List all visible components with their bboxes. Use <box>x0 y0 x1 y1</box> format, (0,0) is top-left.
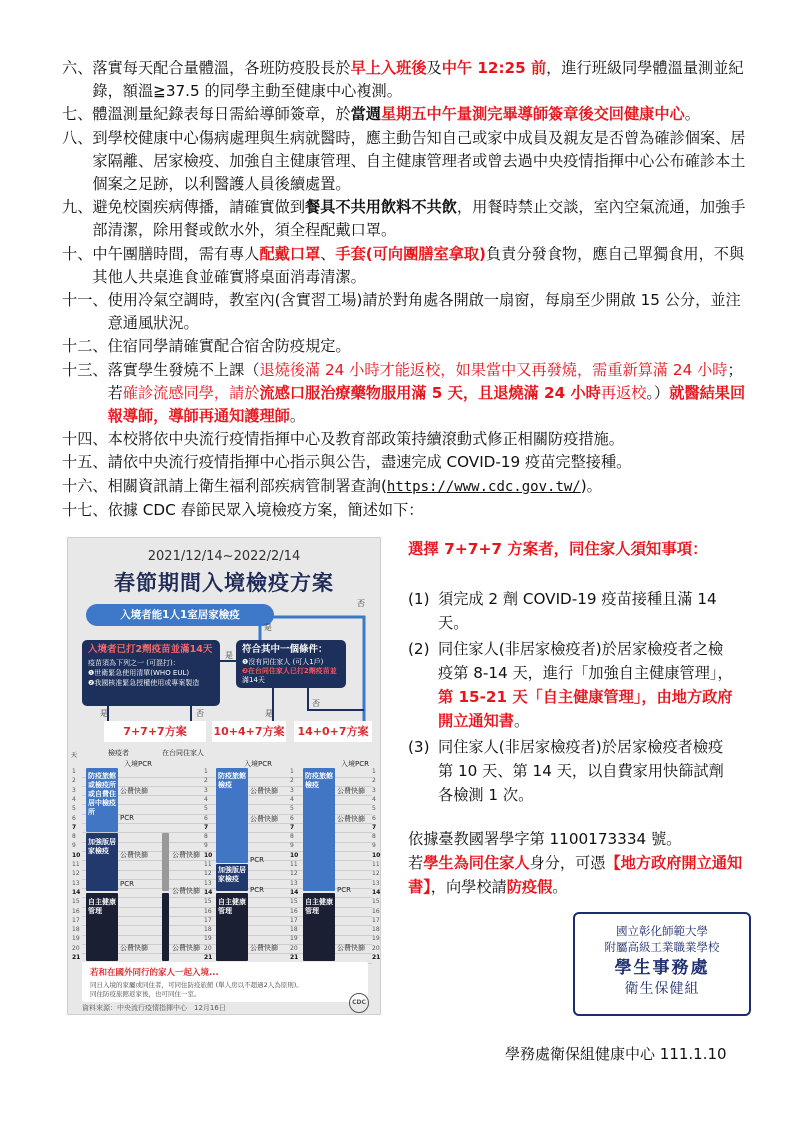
day-number: 7 <box>290 823 295 831</box>
text-run: ；若 <box>107 360 743 402</box>
rule-number: 十二、 <box>62 337 108 356</box>
rapid-test: 公費快篩 <box>120 944 148 952</box>
rule-item <box>62 428 752 451</box>
day-number: 2 <box>372 777 376 785</box>
notice-item <box>408 587 738 635</box>
infographic-title: 春節期間入境檢疫方案 <box>114 571 334 595</box>
text-run: 相關資訊請上衛生福利部疾病管制署查詢( <box>107 476 387 495</box>
rule-text <box>108 451 752 474</box>
enhanced-label: 加強版居家檢疫 <box>218 866 246 883</box>
day-number: 20 <box>290 944 298 952</box>
day-number: 20 <box>372 944 380 952</box>
day-number: 9 <box>204 842 208 850</box>
rapid-test: 公費快篩 <box>337 944 365 952</box>
day-number: 15 <box>204 898 212 906</box>
day-number: 6 <box>72 814 76 822</box>
text-run: 住宿同學請確實配合宿舍防疫規定。 <box>107 337 351 356</box>
rule-item <box>62 475 752 499</box>
notice-item <box>408 735 738 807</box>
rapid-test: 公費快篩 <box>250 787 278 795</box>
rules-list <box>62 57 752 522</box>
entry-pcr: 入境PCR <box>244 760 272 768</box>
hotel-label: 防疫旅館檢疫 <box>218 772 246 789</box>
day-number: 7 <box>72 823 77 831</box>
day-header: 天 <box>71 752 78 759</box>
day-number: 10 <box>372 851 381 859</box>
rule-item <box>62 289 752 335</box>
rapid-test: 公費快篩 <box>120 787 148 795</box>
text-run: 學生為同住家人 <box>423 854 530 872</box>
rapid-test: 公費快篩 <box>172 944 200 952</box>
day-number: 4 <box>204 795 208 803</box>
day-number: 20 <box>204 944 212 952</box>
day-number: 21 <box>290 954 299 961</box>
text-run: 同住家人(非居家檢疫者)於居家檢疫者之檢疫第 8-14 天，進行「加強自主健康管理」， <box>438 640 733 682</box>
day-number: 2 <box>72 777 76 785</box>
text-run: 中午團膳時間，需有專人 <box>92 244 260 263</box>
day-number: 21 <box>204 954 213 961</box>
text-run: 若 <box>408 854 424 872</box>
hotel-label: 防疫旅館檢疫 <box>305 772 333 789</box>
day-number: 12 <box>204 870 212 878</box>
day-number: 19 <box>72 935 80 943</box>
day-number: 7 <box>372 823 377 831</box>
vaccine-box-line: 疫苗須為下列之一 (可混打)： <box>88 659 180 667</box>
text-run: 、 <box>320 244 336 263</box>
notice-number: (2) <box>408 640 430 658</box>
rule-number: 十四、 <box>62 430 108 449</box>
rule-item <box>62 243 752 289</box>
rapid-test: 公費快篩 <box>337 815 365 823</box>
rule-text <box>108 475 752 499</box>
day-number: 16 <box>72 907 80 915</box>
day-number: 19 <box>290 935 298 943</box>
day-number: 21 <box>372 954 381 961</box>
text-run: 本校將依中央流行疫情指揮中心及教育部政策持續滾動式修正相關防疫措施。 <box>107 430 624 449</box>
text-run: 確診流感同學，請於 <box>122 383 260 402</box>
footer-signature: 學務處衛保組健康中心 111.1.10 <box>505 1045 727 1063</box>
note-line: 同住防疫旅館返家後，也可同住一室。 <box>90 990 201 998</box>
day-number: 5 <box>72 805 76 813</box>
self-label: 自主健康管理 <box>218 898 246 915</box>
pcr-test: PCR <box>120 880 134 888</box>
rule-number: 十、 <box>62 244 93 263</box>
notice-item <box>408 637 738 733</box>
rule-number: 六、 <box>62 59 93 77</box>
rule-item <box>62 499 752 522</box>
text-run: 第 15-21 天「自主健康管理」，由地方政府開立通知書 <box>438 688 733 730</box>
text-run: 。 <box>552 878 568 896</box>
text-run: )。 <box>580 476 602 495</box>
text-run: 。 <box>513 712 530 730</box>
no-label: 否 <box>312 699 320 708</box>
rapid-test: 公費快篩 <box>337 787 365 795</box>
day-number: 15 <box>372 898 380 906</box>
family-box-line: ❷在台同住家人已打2劑疫苗並 <box>242 667 337 675</box>
family-notice <box>408 538 748 896</box>
text-run: 須完成 2 劑 COVID-19 疫苗接種且滿 14 天。 <box>438 590 717 632</box>
day-number: 11 <box>204 861 212 868</box>
day-number: 17 <box>290 916 298 924</box>
family-col-header: 在台同住家人 <box>162 749 204 757</box>
pcr-test: PCR <box>250 856 264 864</box>
rule-text <box>108 289 752 335</box>
day-number: 13 <box>204 879 212 887</box>
top-condition-box: 入境者能1人1室居家檢疫 <box>86 604 274 626</box>
entry-pcr: 入境PCR <box>124 760 152 768</box>
text-run: 及 <box>426 59 442 77</box>
day-number: 11 <box>372 861 380 868</box>
rule-text <box>108 335 752 358</box>
day-number: 3 <box>204 786 208 794</box>
rule-text <box>108 428 752 451</box>
day-number: 3 <box>72 786 76 794</box>
day-number: 5 <box>372 805 376 813</box>
day-number: 17 <box>204 916 212 924</box>
stamp-office: 學生事務處 <box>614 958 710 978</box>
self-label: 自主健康管理 <box>305 898 333 915</box>
day-number: 20 <box>72 944 80 952</box>
day-number: 15 <box>290 898 298 906</box>
note-line: 同日入境的家屬或同住者，可同住防疫旅館 (單人房以不超過2人為原則)。 <box>90 981 303 989</box>
day-number: 17 <box>72 916 80 924</box>
day-number: 18 <box>290 926 298 934</box>
day-number: 4 <box>72 795 76 803</box>
text-run: 餐具不共用飲料不共飲 <box>305 198 457 217</box>
day-number: 9 <box>290 842 294 850</box>
rapid-test: 公費快篩 <box>250 815 278 823</box>
rule-item <box>62 335 752 358</box>
cdc-logo: CDC <box>349 993 369 1013</box>
rule-text <box>92 243 752 289</box>
rapid-test: 公費快篩 <box>172 851 200 859</box>
rule-number: 九、 <box>62 198 93 217</box>
rule-number: 十三、 <box>62 360 108 379</box>
rule-text <box>108 499 752 522</box>
text-run: 同住家人(非居家檢疫者)於居家檢疫者檢疫第 10 天、第 14 天，以自費家用快篩試劑各檢測 1 次。 <box>438 738 724 804</box>
text-run: ，用餐時禁止交談，室內空氣流通，加強手部清潔，除用餐或飲水外，須全程配戴口罩。 <box>92 198 746 240</box>
text-run: 身分，可憑 <box>529 854 606 872</box>
day-number: 13 <box>290 879 298 887</box>
day-number: 10 <box>290 851 299 859</box>
day-number: 1 <box>372 768 376 775</box>
day-number: 13 <box>372 879 380 887</box>
family-travel-note <box>82 962 368 1002</box>
entry-pcr: 入境PCR <box>341 760 369 768</box>
notice-text <box>438 637 738 733</box>
text-run: 中午 12:25 前 <box>441 59 547 77</box>
family-contact-bar <box>162 833 169 891</box>
text-run: 到學校健康中心傷病處理與生病就醫時，應主動告知自己或家中成員及親友是否曾為確診個案、居家隔離、居家檢疫、加強自主健康管理、自主健康管理者或曾去過中央疫情指揮中心公布確診本土個案之足跡，以利醫護人員後續處置。 <box>92 128 746 194</box>
day-number: 15 <box>72 898 80 906</box>
rapid-test: 公費快篩 <box>120 851 148 859</box>
family-self-bar <box>162 893 169 961</box>
text-run: 請依中央流行疫情指揮中心指示與公告，盡速完成 COVID-19 疫苗完整接種。 <box>107 453 632 472</box>
family-box-line: ❶沒有同住家人 (可人1戶) <box>242 658 324 666</box>
schedule-grid <box>68 748 381 963</box>
text-run: 星期五中午量測完畢導師簽章後交回健康中心 <box>380 105 685 124</box>
vaccine-box-title: 入境者已打2劑疫苗並滿14天 <box>88 644 213 655</box>
text-run: 退燒後滿 24 小時才能返校，如果當中又再發燒，需重新算滿 24 小時 <box>259 360 728 379</box>
basis-text: 依據臺教國署學字第 1100173334 號。 <box>408 830 682 848</box>
family-box-title: 符合其中一個條件： <box>242 644 328 655</box>
text-run: 。） <box>646 383 670 402</box>
text-run: 當週 <box>350 105 381 124</box>
day-number: 9 <box>372 842 376 850</box>
scheme-7-7-7: 7+7+7方案 <box>104 721 206 742</box>
day-number: 13 <box>72 879 80 887</box>
text-run: 再返校 <box>600 383 647 402</box>
day-number: 12 <box>72 870 80 878</box>
day-number: 2 <box>290 777 294 785</box>
rule-item <box>62 57 752 103</box>
text-run: 依據 CDC 春節民眾入境檢疫方案，簡述如下： <box>107 500 424 519</box>
quarantine-col-header: 檢疫者 <box>108 749 129 757</box>
day-number: 16 <box>290 907 298 915</box>
notice-number: (3) <box>408 738 430 756</box>
day-number: 9 <box>72 842 76 850</box>
day-number: 8 <box>204 833 208 841</box>
vaccine-box-line: ❷我國核准緊急授權使用或專案製造 <box>88 679 200 687</box>
text-run: 。 <box>289 407 305 426</box>
stamp-university: 國立彰化師範大學 <box>616 924 708 938</box>
notice-text <box>438 587 738 635</box>
day-number: 7 <box>204 823 209 831</box>
text-run: 【地方政府開立通知書】 <box>408 854 743 896</box>
rapid-test: 公費快篩 <box>172 887 200 895</box>
office-stamp <box>573 912 751 1016</box>
rule-number: 七、 <box>62 105 93 124</box>
day-number: 21 <box>72 954 81 961</box>
day-number: 6 <box>372 814 376 822</box>
text-run: 落實學生發燒不上課（ <box>107 360 260 379</box>
text-run: ，進行班級同學體溫量測並紀錄，額溫≧37.5 的同學主動至健康中心複測。 <box>92 59 744 101</box>
rule-item <box>62 196 752 242</box>
text-run: 就醫結果回報導師，導師再通知護理師 <box>107 383 746 426</box>
rule-number: 十六、 <box>62 476 108 495</box>
day-number: 1 <box>72 768 76 775</box>
day-number: 5 <box>290 805 294 813</box>
infographic-source: 資料來源：中央流行疫情指揮中心 12月16日 <box>82 1004 226 1012</box>
day-number: 14 <box>204 888 213 896</box>
pcr-test: PCR <box>337 886 351 894</box>
day-number: 8 <box>72 833 76 841</box>
text-run: 手套(可向團膳室拿取) <box>335 244 486 263</box>
rule-item <box>62 451 752 474</box>
notice-text <box>438 735 738 807</box>
day-number: 2 <box>204 777 208 785</box>
day-number: 17 <box>372 916 380 924</box>
day-number: 19 <box>204 935 212 943</box>
rule-number: 十七、 <box>62 500 108 519</box>
yes-label: 是 <box>100 709 108 718</box>
yes-label: 是 <box>264 623 272 632</box>
hotel-label: 防疫旅館或檢疫所或自費住居中檢疫所 <box>88 772 116 816</box>
yes-label: 是 <box>225 651 233 660</box>
day-number: 16 <box>372 907 380 915</box>
rule-number: 十五、 <box>62 453 108 472</box>
family-notice-title: 選擇 7+7+7 方案者，同住家人須知事項： <box>408 540 708 558</box>
no-label: 否 <box>196 709 204 718</box>
text-run: 防疫假 <box>506 878 553 896</box>
day-number: 3 <box>290 786 294 794</box>
day-number: 18 <box>204 926 212 934</box>
stamp-section: 衛生保健組 <box>624 981 700 997</box>
text-run: 早上入班後 <box>350 59 427 77</box>
rule-number: 八、 <box>62 128 93 147</box>
notice-number: (1) <box>408 590 430 608</box>
note-title: 若和在國外同行的家人一起入境... <box>90 968 219 978</box>
quarantine-infographic <box>67 537 381 1015</box>
rule-number: 十一、 <box>62 291 108 310</box>
day-number: 4 <box>372 795 376 803</box>
day-number: 6 <box>204 814 208 822</box>
rule-item <box>62 127 752 197</box>
text-run: ，向學校請 <box>430 878 507 896</box>
text-run: 流感口服治療藥物服用滿 5 天，且退燒滿 24 小時 <box>259 383 601 402</box>
rule-text <box>92 127 752 197</box>
family-notice-list <box>408 587 738 809</box>
day-number: 12 <box>372 870 380 878</box>
family-condition-box <box>236 640 346 688</box>
pcr-test: PCR <box>250 886 264 894</box>
day-number: 14 <box>290 888 299 896</box>
text-run: 配戴口罩 <box>259 244 321 263</box>
vaccine-box-line: ❶世衛緊急使用清單(WHO EUL) <box>88 669 190 677</box>
day-number: 12 <box>290 870 298 878</box>
leave-text <box>408 851 748 899</box>
scheme-10-4-7: 10+4+7方案 <box>212 721 286 742</box>
text-run: 避免校園疾病傳播，請確實做到 <box>92 198 305 217</box>
rule-item <box>62 359 752 429</box>
day-number: 3 <box>372 786 376 794</box>
vaccine-condition-box <box>82 640 220 706</box>
infographic-date-range: 2021/12/14~2022/2/14 <box>147 549 301 564</box>
text-run: 負責分發食物，應自己單獨食用，不與其他人共桌進食並確實將桌面消毒清潔。 <box>92 244 745 286</box>
day-number: 14 <box>72 888 81 896</box>
self-label: 自主健康管理 <box>88 898 116 915</box>
day-number: 8 <box>290 833 294 841</box>
day-number: 10 <box>72 851 81 859</box>
text-run: https://www.cdc.gov.tw/ <box>386 478 581 495</box>
day-number: 16 <box>204 907 212 915</box>
day-number: 11 <box>72 861 80 868</box>
rule-item <box>62 103 752 126</box>
rule-text <box>92 196 752 242</box>
text-run: 使用冷氣空調時，教室內(含實習工場)請於對角處各開啟一扇窗，每扇至少開啟 15 公分，並注意通風狀況。 <box>107 291 741 333</box>
pcr-test: PCR <box>120 814 134 822</box>
no-label: 否 <box>357 599 365 608</box>
rule-text <box>92 57 752 103</box>
text-run: 落實每天配合量體溫，各班防疫股長於 <box>92 59 351 77</box>
text-run: 體溫測量紀錄表每日需給導師簽章，於 <box>92 105 351 124</box>
day-number: 18 <box>372 926 380 934</box>
enhanced-label: 加強版居家檢疫 <box>88 838 116 855</box>
rapid-test: 公費快篩 <box>250 944 278 952</box>
day-number: 18 <box>72 926 80 934</box>
day-number: 10 <box>204 851 213 859</box>
day-number: 14 <box>372 888 381 896</box>
scheme-14-0-7: 14+0+7方案 <box>294 721 372 742</box>
day-number: 1 <box>290 768 294 775</box>
yes-label: 是 <box>265 709 273 718</box>
text-run: 。 <box>684 105 700 124</box>
rule-text <box>92 103 752 126</box>
day-number: 11 <box>290 861 298 868</box>
day-number: 8 <box>372 833 376 841</box>
stamp-school: 附屬高級工業職業學校 <box>604 940 720 954</box>
day-number: 1 <box>204 768 208 775</box>
day-number: 19 <box>372 935 380 943</box>
day-number: 4 <box>290 795 294 803</box>
day-number: 5 <box>204 805 208 813</box>
rule-text <box>108 359 752 429</box>
day-number: 6 <box>290 814 294 822</box>
family-box-line: 滿14天 <box>242 676 265 684</box>
